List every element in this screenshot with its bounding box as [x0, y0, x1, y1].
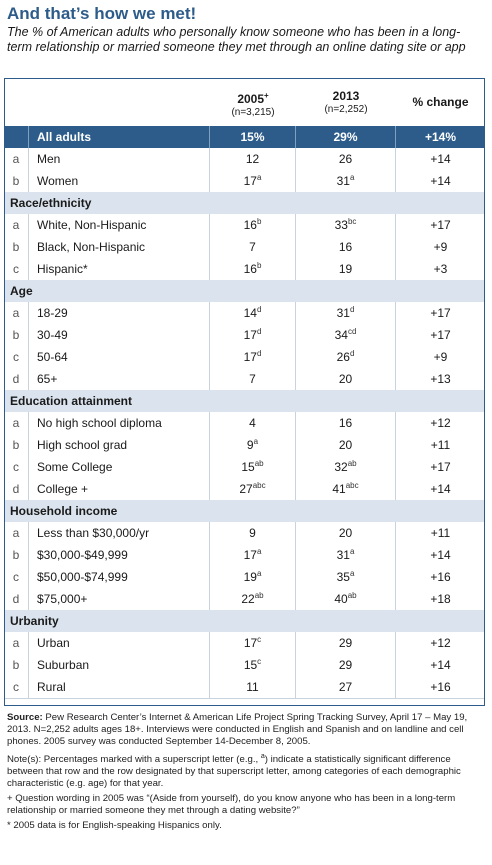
- row-label-text: 50-64: [37, 350, 68, 364]
- row-label: [29, 676, 210, 698]
- value-2013-text: 33: [334, 218, 348, 232]
- value-2013: [296, 214, 396, 236]
- row-letter: [4, 236, 29, 258]
- table-row: [4, 654, 485, 677]
- table-row: [4, 148, 485, 171]
- section-label: Household income: [10, 504, 118, 518]
- value-2005: [210, 566, 296, 588]
- row-letter: [4, 302, 29, 324]
- value-2005-text: 17: [243, 328, 257, 342]
- plus-note: + Question wording in 2005 was “(Aside from yourself), do you know anyone who has been in a long-term relationship or married someone they met through a dating website?”: [7, 793, 456, 817]
- row-letter-text: a: [12, 306, 20, 320]
- value-2005-text: 16: [243, 218, 257, 232]
- table-row: [4, 346, 485, 369]
- value-2013-text: 16: [338, 416, 353, 430]
- table-row: [4, 566, 485, 589]
- row-letter: [4, 346, 29, 368]
- section-label: Age: [10, 284, 33, 298]
- row-letter: [4, 368, 29, 390]
- table-row: [4, 522, 485, 545]
- row-letter-text: b: [12, 240, 20, 254]
- table-row: [4, 324, 485, 347]
- row-label-text: Some College: [37, 460, 113, 474]
- sig-mark-2005: a: [253, 437, 259, 446]
- section-header: [4, 390, 485, 412]
- value-2013-text: 35: [336, 570, 350, 584]
- value-2013-text: 29%: [333, 130, 358, 144]
- header-col-2005: [210, 90, 296, 119]
- value-2005-text: 22: [241, 592, 255, 606]
- section-header: [4, 280, 485, 302]
- value-2013: [296, 368, 396, 390]
- sig-mark-2005: d: [256, 305, 262, 314]
- value-2005-text: 4: [249, 416, 256, 430]
- row-letter: [4, 566, 29, 588]
- row-letter-text: b: [12, 174, 20, 188]
- value-2013: [296, 236, 396, 258]
- note-mark: a: [260, 753, 265, 760]
- value-2013-text: 27: [338, 680, 353, 694]
- row-letter: [4, 456, 29, 478]
- value-change: [396, 346, 485, 368]
- significance-note: [7, 751, 485, 790]
- row-letter: [4, 434, 29, 456]
- value-change: [396, 544, 485, 566]
- value-2005: [210, 434, 296, 456]
- sig-mark-2005: d: [256, 327, 262, 336]
- value-2005-text: 9: [246, 438, 254, 452]
- row-label: [29, 302, 210, 324]
- header-2005-year: 2005: [237, 92, 265, 106]
- value-change-text: +13: [430, 372, 451, 386]
- value-change-text: +14%: [424, 130, 457, 144]
- table-row: [4, 676, 485, 699]
- value-change: [396, 170, 485, 192]
- row-label: [29, 566, 210, 588]
- value-2013-text: 29: [338, 636, 353, 650]
- note-text-2: ) indicate a statistically significant difference between that row and the row designated by that superscript letter, among categories of each demographic characteristic (e.g. age) for that year.: [7, 754, 461, 790]
- table-row: [4, 632, 485, 655]
- sig-mark-2013: cd: [347, 327, 357, 336]
- row-letter-text: b: [12, 438, 20, 452]
- row-letter-text: c: [13, 680, 19, 694]
- row-label: [29, 478, 210, 500]
- row-letter-text: c: [13, 570, 19, 584]
- sig-mark-2005: b: [256, 261, 262, 270]
- value-2005: [210, 412, 296, 434]
- value-change-text: +17: [430, 460, 451, 474]
- value-change: [396, 368, 485, 390]
- sig-mark-2005: b: [256, 217, 262, 226]
- value-2005: [210, 588, 296, 610]
- sig-mark-2013: ab: [347, 591, 357, 600]
- value-2013: [296, 434, 396, 456]
- row-letter-text: b: [12, 548, 20, 562]
- sig-mark-2013: abc: [345, 481, 359, 490]
- value-2005: [210, 126, 296, 148]
- row-letter: [4, 214, 29, 236]
- value-change-text: +12: [430, 636, 451, 650]
- row-label-text: 18-29: [37, 306, 68, 320]
- row-letter-text: d: [12, 592, 20, 606]
- row-label: [29, 632, 210, 654]
- row-label: [29, 434, 210, 456]
- value-2013: [296, 258, 396, 280]
- value-change-text: +17: [430, 306, 451, 320]
- row-letter: [4, 148, 29, 170]
- table-row: [4, 544, 485, 567]
- value-2013: [296, 478, 396, 500]
- value-change: [396, 632, 485, 654]
- value-2013-text: 31: [336, 306, 350, 320]
- value-2005-text: 17: [243, 636, 258, 650]
- value-change-text: +14: [430, 482, 451, 496]
- header-col-change: [396, 96, 485, 108]
- value-2013-text: 31: [336, 548, 350, 562]
- value-change-text: +12: [430, 416, 451, 430]
- value-2013-text: 16: [338, 240, 353, 254]
- value-2005-text: 15: [243, 658, 258, 672]
- row-letter-text: c: [13, 262, 19, 276]
- footer-notes: [7, 712, 485, 835]
- sig-mark-2013: d: [349, 349, 355, 358]
- row-label-text: Hispanic*: [37, 262, 88, 276]
- sig-mark-2013: ab: [347, 459, 357, 468]
- value-2005: [210, 368, 296, 390]
- header-2013-year: 2013: [332, 89, 360, 103]
- row-label-text: All adults: [37, 130, 92, 144]
- value-2005-text: 9: [249, 526, 256, 540]
- sig-mark-2013: a: [349, 547, 355, 556]
- row-label: [29, 588, 210, 610]
- row-letter: [4, 654, 29, 676]
- value-2005-text: 27: [239, 482, 253, 496]
- value-change-text: +14: [430, 548, 451, 562]
- row-letter-text: c: [13, 350, 19, 364]
- value-2005: [210, 478, 296, 500]
- row-letter: [4, 126, 29, 148]
- row-letter-text: b: [12, 328, 20, 342]
- section-header: [4, 192, 485, 214]
- row-label: [29, 654, 210, 676]
- value-2005: [210, 258, 296, 280]
- row-letter: [4, 324, 29, 346]
- row-letter-text: a: [12, 152, 20, 166]
- value-2013-text: 26: [338, 152, 353, 166]
- sig-mark-2005: d: [256, 349, 262, 358]
- total-row: [4, 126, 485, 148]
- value-2005-text: 17: [243, 350, 257, 364]
- value-change-text: +17: [430, 328, 451, 342]
- header-2013-n: (n=2,252): [324, 104, 368, 115]
- row-letter-text: c: [13, 460, 19, 474]
- value-change: [396, 478, 485, 500]
- row-label: [29, 126, 210, 148]
- value-change: [396, 588, 485, 610]
- sig-mark-2005: abc: [252, 481, 266, 490]
- value-change: [396, 324, 485, 346]
- row-label-text: Urban: [37, 636, 70, 650]
- row-label-text: $75,000+: [37, 592, 88, 606]
- value-2005: [210, 214, 296, 236]
- row-label-text: 65+: [37, 372, 58, 386]
- header-change-label: % change: [412, 95, 469, 109]
- section-label: Urbanity: [10, 614, 59, 628]
- row-label: [29, 170, 210, 192]
- value-2005: [210, 302, 296, 324]
- value-2005: [210, 522, 296, 544]
- value-change-text: +11: [430, 438, 451, 452]
- value-change-text: +9: [433, 240, 448, 254]
- row-letter-text: a: [12, 636, 20, 650]
- value-change-text: +3: [433, 262, 448, 276]
- row-label-text: Men: [37, 152, 61, 166]
- value-change: [396, 412, 485, 434]
- row-label-text: $30,000-$49,999: [37, 548, 128, 562]
- row-label-text: $50,000-$74,999: [37, 570, 128, 584]
- row-label: [29, 522, 210, 544]
- sig-mark-2013: a: [349, 173, 355, 182]
- value-change: [396, 522, 485, 544]
- value-change-text: +11: [430, 526, 451, 540]
- value-2013-text: 20: [338, 526, 353, 540]
- header-col-2013: [296, 90, 396, 116]
- value-2005-text: 11: [246, 680, 259, 694]
- row-letter-text: d: [12, 482, 20, 496]
- source-text: Pew Research Center’s Internet & American Life Project Spring Tracking Survey, April 17 – May 19, 2013. N=2,252 adults ages 18+. Interviews were conducted in English and Spanish and on landline and cell phones. 2005 survey was conducted September 14-December 8, 2005.: [7, 712, 468, 747]
- table-row: [4, 302, 485, 325]
- value-change-text: +14: [430, 658, 451, 672]
- table-row: [4, 412, 485, 435]
- value-2013: [296, 544, 396, 566]
- row-label: [29, 368, 210, 390]
- value-change: [396, 434, 485, 456]
- value-2013: [296, 126, 396, 148]
- value-2005: [210, 148, 296, 170]
- row-letter: [4, 170, 29, 192]
- value-2013-text: 20: [338, 372, 353, 386]
- value-2005-text: 15: [241, 460, 255, 474]
- row-letter: [4, 258, 29, 280]
- value-2005: [210, 456, 296, 478]
- row-letter: [4, 522, 29, 544]
- table-row: [4, 588, 485, 611]
- value-2005: [210, 654, 296, 676]
- star-note: * 2005 data is for English-speaking Hispanics only.: [7, 820, 222, 832]
- note-text-1: Percentages marked with a superscript letter (e.g.,: [43, 754, 261, 766]
- section-header: [4, 610, 485, 632]
- sig-mark-2013: d: [349, 305, 355, 314]
- table-row: [4, 170, 485, 193]
- value-change: [396, 126, 485, 148]
- row-label-text: Less than $30,000/yr: [37, 526, 150, 540]
- value-change-text: +18: [430, 592, 451, 606]
- table-row: [4, 456, 485, 479]
- value-2013: [296, 632, 396, 654]
- value-2005: [210, 676, 296, 698]
- value-2013-text: 31: [336, 174, 350, 188]
- value-change: [396, 148, 485, 170]
- table-row: [4, 258, 485, 281]
- section-label: Education attainment: [10, 394, 133, 408]
- table-row: [4, 434, 485, 457]
- value-2013-text: 34: [334, 328, 348, 342]
- value-2005-text: 19: [243, 570, 257, 584]
- value-2005-text: 7: [249, 372, 256, 386]
- row-label-text: College +: [37, 482, 89, 496]
- value-2005: [210, 346, 296, 368]
- row-label-text: Black, Non-Hispanic: [37, 240, 146, 254]
- value-2005: [210, 236, 296, 258]
- value-2013: [296, 456, 396, 478]
- row-label: [29, 456, 210, 478]
- value-2005: [210, 544, 296, 566]
- row-label: [29, 346, 210, 368]
- value-2013-text: 20: [338, 438, 353, 452]
- page-subtitle: The % of American adults who personally know someone who has been in a long-term relationship or married someone they met through an online dating site or app: [7, 25, 466, 54]
- value-change: [396, 236, 485, 258]
- value-2013: [296, 588, 396, 610]
- value-2005-text: 7: [249, 240, 256, 254]
- value-change-text: +17: [430, 218, 451, 232]
- value-change: [396, 302, 485, 324]
- sig-mark-2005: a: [256, 173, 262, 182]
- value-2013-text: 29: [338, 658, 353, 672]
- sig-mark-2005: c: [257, 635, 262, 644]
- row-letter-text: a: [12, 416, 20, 430]
- table-row: [4, 214, 485, 237]
- row-label: [29, 412, 210, 434]
- source-label: Source:: [7, 712, 43, 723]
- sig-mark-2013: a: [349, 569, 355, 578]
- row-label: [29, 236, 210, 258]
- value-2013: [296, 522, 396, 544]
- row-label-text: High school grad: [37, 438, 128, 452]
- row-label: [29, 214, 210, 236]
- value-2013: [296, 412, 396, 434]
- row-label-text: Women: [37, 174, 79, 188]
- value-change: [396, 214, 485, 236]
- row-letter: [4, 478, 29, 500]
- row-letter-text: a: [12, 218, 20, 232]
- value-change: [396, 676, 485, 698]
- source-note: [7, 712, 485, 748]
- sig-mark-2005: ab: [254, 459, 264, 468]
- value-2005-text: 16: [243, 262, 257, 276]
- header-2005-n: (n=3,215): [231, 107, 275, 118]
- table-header: [4, 78, 485, 126]
- row-letter: [4, 588, 29, 610]
- value-2005-text: 14: [243, 306, 257, 320]
- value-2013-text: 32: [334, 460, 348, 474]
- row-label-text: 30-49: [37, 328, 68, 342]
- value-2005-text: 17: [243, 548, 257, 562]
- value-2013: [296, 324, 396, 346]
- row-label-text: Suburban: [37, 658, 90, 672]
- row-letter: [4, 544, 29, 566]
- value-2013: [296, 148, 396, 170]
- row-label: [29, 324, 210, 346]
- row-label: [29, 544, 210, 566]
- row-letter: [4, 676, 29, 698]
- value-2013: [296, 654, 396, 676]
- value-change: [396, 566, 485, 588]
- value-2013: [296, 566, 396, 588]
- table-row: [4, 236, 485, 259]
- value-2013: [296, 302, 396, 324]
- value-2005-text: 12: [245, 152, 260, 166]
- value-change: [396, 456, 485, 478]
- section-header: [4, 500, 485, 522]
- value-2005: [210, 170, 296, 192]
- value-2013-text: 41: [332, 482, 346, 496]
- value-2005-text: 17: [243, 174, 257, 188]
- value-2013-text: 19: [338, 262, 353, 276]
- value-2013: [296, 676, 396, 698]
- row-label-text: Rural: [37, 680, 66, 694]
- value-2013-text: 40: [334, 592, 348, 606]
- value-2005: [210, 632, 296, 654]
- value-2013: [296, 346, 396, 368]
- table-row: [4, 478, 485, 501]
- row-letter: [4, 412, 29, 434]
- value-change-text: +14: [430, 174, 451, 188]
- row-letter-text: d: [12, 372, 20, 386]
- value-change-text: +14: [430, 152, 451, 166]
- value-2005: [210, 324, 296, 346]
- section-label: Race/ethnicity: [10, 196, 92, 210]
- row-label-text: No high school diploma: [37, 416, 162, 430]
- value-change-text: +9: [433, 350, 448, 364]
- sig-mark-2005: a: [256, 569, 262, 578]
- row-letter-text: a: [12, 526, 20, 540]
- header-2005-mark: +: [264, 91, 269, 100]
- row-label: [29, 148, 210, 170]
- page-title: And that’s how we met!: [7, 4, 197, 23]
- value-change: [396, 258, 485, 280]
- sig-mark-2005: c: [257, 657, 262, 666]
- row-letter: [4, 632, 29, 654]
- row-label-text: White, Non-Hispanic: [37, 218, 147, 232]
- table-row: [4, 368, 485, 391]
- row-letter-text: b: [12, 658, 20, 672]
- value-change-text: +16: [430, 680, 451, 694]
- value-change-text: +16: [430, 570, 451, 584]
- note-label: Note(s):: [7, 754, 42, 766]
- row-label: [29, 258, 210, 280]
- sig-mark-2005: ab: [254, 591, 264, 600]
- value-2013-text: 26: [336, 350, 350, 364]
- sig-mark-2005: a: [256, 547, 262, 556]
- value-2013: [296, 170, 396, 192]
- value-2005-text: 15%: [240, 130, 265, 144]
- value-change: [396, 654, 485, 676]
- sig-mark-2013: bc: [347, 217, 357, 226]
